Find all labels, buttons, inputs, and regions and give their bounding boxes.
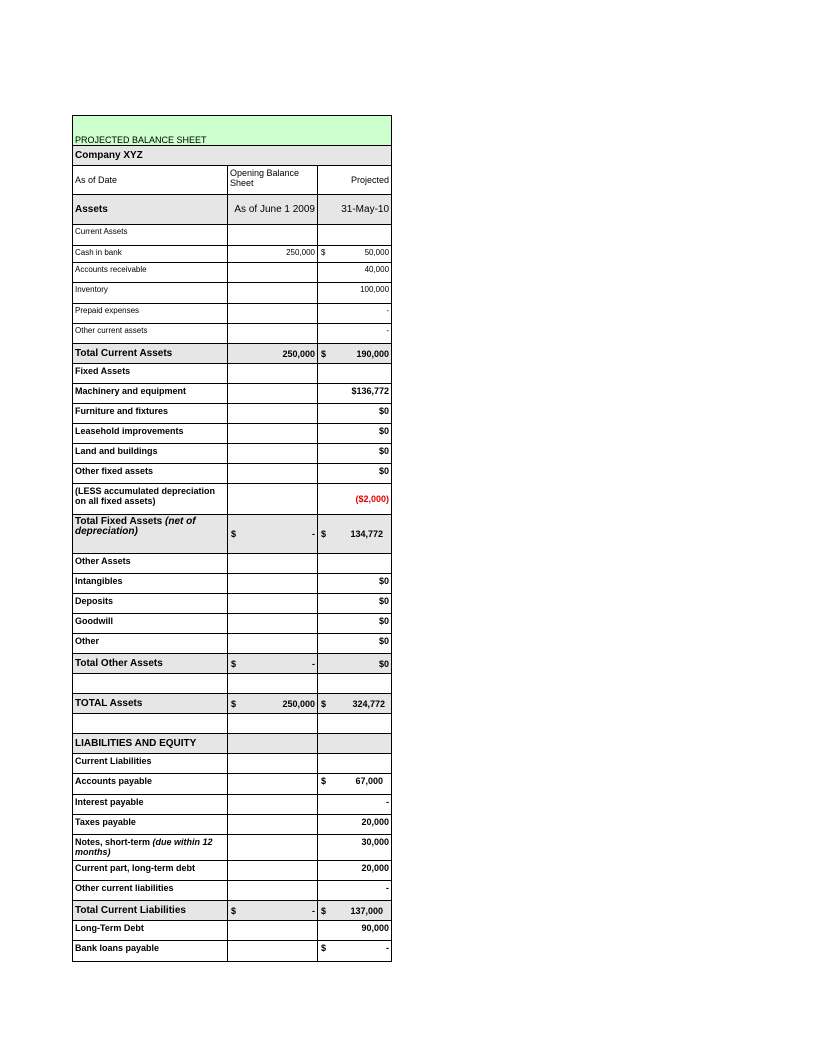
row-label[interactable]: Leasehold improvements [73, 424, 228, 444]
table-row [73, 246, 392, 263]
current-liabilities-heading-row [73, 754, 392, 774]
as-of-date-label[interactable]: As of Date [73, 166, 228, 195]
empty-cell[interactable] [228, 364, 318, 384]
empty-cell[interactable] [228, 881, 318, 901]
total-row [73, 515, 392, 554]
table-row [73, 815, 392, 835]
row-label[interactable]: Taxes payable [73, 815, 228, 835]
projected-value[interactable]: $0 [318, 654, 392, 674]
row-label[interactable]: Prepaid expenses [73, 304, 228, 324]
currency-symbol: $ [321, 698, 327, 709]
label-text: Total Fixed Assets [75, 516, 163, 527]
empty-cell[interactable] [228, 815, 318, 835]
empty-cell[interactable] [228, 574, 318, 594]
opening-value: - [312, 529, 315, 539]
table-row [73, 263, 392, 283]
projected-value: 324,772 [352, 698, 386, 709]
table-row [73, 861, 392, 881]
other-assets-heading-row [73, 554, 392, 574]
projected-value[interactable]: $0 [318, 464, 392, 484]
row-label[interactable]: Other current assets [73, 324, 228, 344]
projected-value[interactable]: 20,000 [318, 815, 392, 835]
opening-value: - [312, 905, 315, 916]
empty-cell[interactable] [228, 861, 318, 881]
projected-value: 134,772 [350, 529, 384, 539]
empty-cell[interactable] [228, 283, 318, 304]
table-row [73, 941, 392, 962]
table-row [73, 634, 392, 654]
projected-value[interactable]: $0 [318, 634, 392, 654]
spacer-row [73, 674, 392, 694]
opening-value: 250,000 [282, 698, 315, 709]
empty-cell[interactable] [318, 364, 392, 384]
table-row [73, 464, 392, 484]
currency-symbol: $ [321, 529, 327, 539]
currency-symbol: $ [231, 658, 237, 669]
empty-cell[interactable] [228, 324, 318, 344]
total-assets-row [73, 694, 392, 714]
empty-cell[interactable] [318, 674, 392, 694]
bank-loans-label[interactable]: Bank loans payable [73, 941, 228, 962]
opening-value[interactable]: 250,000 [228, 246, 318, 263]
projected-cell[interactable] [318, 515, 392, 554]
projected-value[interactable]: $0 [318, 594, 392, 614]
projected-value[interactable]: - [318, 304, 392, 324]
table-row [73, 304, 392, 324]
projected-value-negative[interactable]: ($2,000) [318, 484, 392, 515]
table-row [73, 594, 392, 614]
table-row [73, 404, 392, 424]
table-row [73, 795, 392, 815]
projected-value: 190,000 [356, 348, 390, 359]
projected-date[interactable]: 31-May-10 [318, 195, 392, 225]
row-label[interactable]: Other fixed assets [73, 464, 228, 484]
table-row [73, 444, 392, 464]
projected-value[interactable]: $0 [318, 444, 392, 464]
currency-symbol: $ [321, 348, 327, 359]
row-label[interactable]: Accounts payable [73, 774, 228, 795]
empty-cell[interactable] [228, 263, 318, 283]
opening-cell[interactable] [228, 515, 318, 554]
projected-cell[interactable] [318, 941, 392, 962]
other-assets-heading[interactable]: Other Assets [73, 554, 228, 574]
empty-cell[interactable] [228, 384, 318, 404]
empty-cell[interactable] [228, 754, 318, 774]
empty-cell[interactable] [318, 225, 392, 246]
empty-cell[interactable] [228, 674, 318, 694]
title-row [73, 116, 392, 146]
empty-cell[interactable] [228, 614, 318, 634]
row-label[interactable]: Machinery and equipment [73, 384, 228, 404]
projected-value[interactable]: $0 [318, 614, 392, 634]
liabilities-heading[interactable]: LIABILITIES AND EQUITY [73, 734, 228, 754]
projected-cell[interactable] [318, 901, 392, 921]
currency-symbol: $ [231, 698, 237, 709]
opening-value: - [312, 658, 315, 669]
projected-cell[interactable] [318, 694, 392, 714]
projected-value: - [386, 943, 390, 953]
opening-value[interactable]: 250,000 [228, 344, 318, 364]
table-row [73, 574, 392, 594]
empty-cell[interactable] [228, 225, 318, 246]
table-row [73, 484, 392, 515]
total-row [73, 901, 392, 921]
row-label[interactable]: Interest payable [73, 795, 228, 815]
row-label[interactable]: Inventory [73, 283, 228, 304]
empty-cell[interactable] [228, 941, 318, 962]
balance-sheet-table [72, 115, 392, 962]
total-current-liabilities-label[interactable]: Total Current Liabilities [73, 901, 228, 921]
opening-cell[interactable] [228, 654, 318, 674]
empty-cell[interactable] [228, 404, 318, 424]
projected-header[interactable]: Projected [318, 166, 392, 195]
projected-value[interactable]: $0 [318, 404, 392, 424]
empty-cell[interactable] [228, 774, 318, 795]
currency-symbol: $ [321, 905, 327, 916]
fixed-assets-heading-row [73, 364, 392, 384]
spacer-row [73, 714, 392, 734]
empty-cell[interactable] [73, 714, 228, 734]
currency-symbol: $ [321, 248, 326, 257]
projected-cell[interactable] [318, 344, 392, 364]
projected-value: 50,000 [364, 248, 390, 257]
row-label[interactable]: Cash in bank [73, 246, 228, 263]
long-term-debt-label[interactable]: Long-Term Debt [73, 921, 228, 941]
table-row [73, 324, 392, 344]
currency-symbol: $ [321, 776, 327, 786]
label-note: (net of depreciation) [75, 516, 196, 537]
table-row [73, 614, 392, 634]
projected-value[interactable]: 40,000 [318, 263, 392, 283]
projected-value[interactable]: 30,000 [318, 835, 392, 861]
empty-cell[interactable] [228, 444, 318, 464]
empty-cell[interactable] [228, 464, 318, 484]
label-note: (due within 12 months) [75, 837, 213, 857]
row-label[interactable]: Goodwill [73, 614, 228, 634]
empty-cell[interactable] [228, 734, 318, 754]
current-assets-heading[interactable]: Current Assets [73, 225, 228, 246]
label-text: Notes, short-term [75, 837, 151, 847]
row-label[interactable] [73, 835, 228, 861]
empty-cell[interactable] [228, 921, 318, 941]
empty-cell[interactable] [228, 835, 318, 861]
sheet-title[interactable]: PROJECTED BALANCE SHEET [73, 116, 392, 146]
total-row [73, 344, 392, 364]
assets-label[interactable]: Assets [73, 195, 228, 225]
projected-value[interactable]: 20,000 [318, 861, 392, 881]
empty-cell[interactable] [228, 304, 318, 324]
projected-cell[interactable] [318, 774, 392, 795]
empty-cell[interactable] [73, 674, 228, 694]
empty-cell[interactable] [318, 714, 392, 734]
opening-date[interactable]: As of June 1 2009 [228, 195, 318, 225]
total-current-assets-label[interactable]: Total Current Assets [73, 344, 228, 364]
table-row [73, 835, 392, 861]
opening-cell[interactable] [228, 901, 318, 921]
row-label[interactable]: Accounts receivable [73, 263, 228, 283]
projected-value[interactable]: $0 [318, 574, 392, 594]
projected-value[interactable]: - [318, 324, 392, 344]
empty-cell[interactable] [318, 554, 392, 574]
table-row [73, 774, 392, 795]
table-row [73, 881, 392, 901]
table-row [73, 921, 392, 941]
currency-symbol: $ [321, 943, 327, 953]
current-assets-heading-row [73, 225, 392, 246]
empty-cell[interactable] [228, 484, 318, 515]
current-liabilities-heading[interactable]: Current Liabilities [73, 754, 228, 774]
empty-cell[interactable] [318, 734, 392, 754]
opening-balance-header[interactable]: Opening Balance Sheet [228, 166, 318, 195]
table-row [73, 283, 392, 304]
empty-cell[interactable] [228, 795, 318, 815]
assets-row [73, 195, 392, 225]
currency-symbol: $ [231, 529, 237, 539]
row-label[interactable]: Current part, long-term debt [73, 861, 228, 881]
row-label[interactable]: Furniture and fixtures [73, 404, 228, 424]
empty-cell[interactable] [228, 554, 318, 574]
company-row [73, 146, 392, 166]
row-label[interactable]: Other current liabilities [73, 881, 228, 901]
projected-value: 67,000 [355, 776, 384, 786]
row-label[interactable]: Land and buildings [73, 444, 228, 464]
total-other-assets-label[interactable]: Total Other Assets [73, 654, 228, 674]
currency-symbol: $ [231, 905, 237, 916]
projected-value[interactable]: - [318, 881, 392, 901]
table-row [73, 384, 392, 404]
projected-value[interactable]: 90,000 [318, 921, 392, 941]
projected-value[interactable]: $136,772 [318, 384, 392, 404]
projected-value[interactable]: $0 [318, 424, 392, 444]
projected-value[interactable]: 100,000 [318, 283, 392, 304]
projected-value: 137,000 [350, 905, 384, 916]
company-name[interactable]: Company XYZ [73, 146, 392, 166]
empty-cell[interactable] [228, 594, 318, 614]
row-label[interactable]: (LESS accumulated depreciation on all fixed assets) [73, 484, 228, 515]
empty-cell[interactable] [228, 634, 318, 654]
row-label[interactable]: Deposits [73, 594, 228, 614]
column-header-row [73, 166, 392, 195]
total-fixed-assets-label[interactable] [73, 515, 228, 554]
total-assets-label[interactable]: TOTAL Assets [73, 694, 228, 714]
projected-cell[interactable] [318, 246, 392, 263]
total-row [73, 654, 392, 674]
empty-cell[interactable] [228, 714, 318, 734]
empty-cell[interactable] [318, 754, 392, 774]
opening-cell[interactable] [228, 694, 318, 714]
row-label[interactable]: Other [73, 634, 228, 654]
projected-value[interactable]: - [318, 795, 392, 815]
liabilities-heading-row [73, 734, 392, 754]
row-label[interactable]: Intangibles [73, 574, 228, 594]
table-row [73, 424, 392, 444]
fixed-assets-heading[interactable]: Fixed Assets [73, 364, 228, 384]
empty-cell[interactable] [228, 424, 318, 444]
